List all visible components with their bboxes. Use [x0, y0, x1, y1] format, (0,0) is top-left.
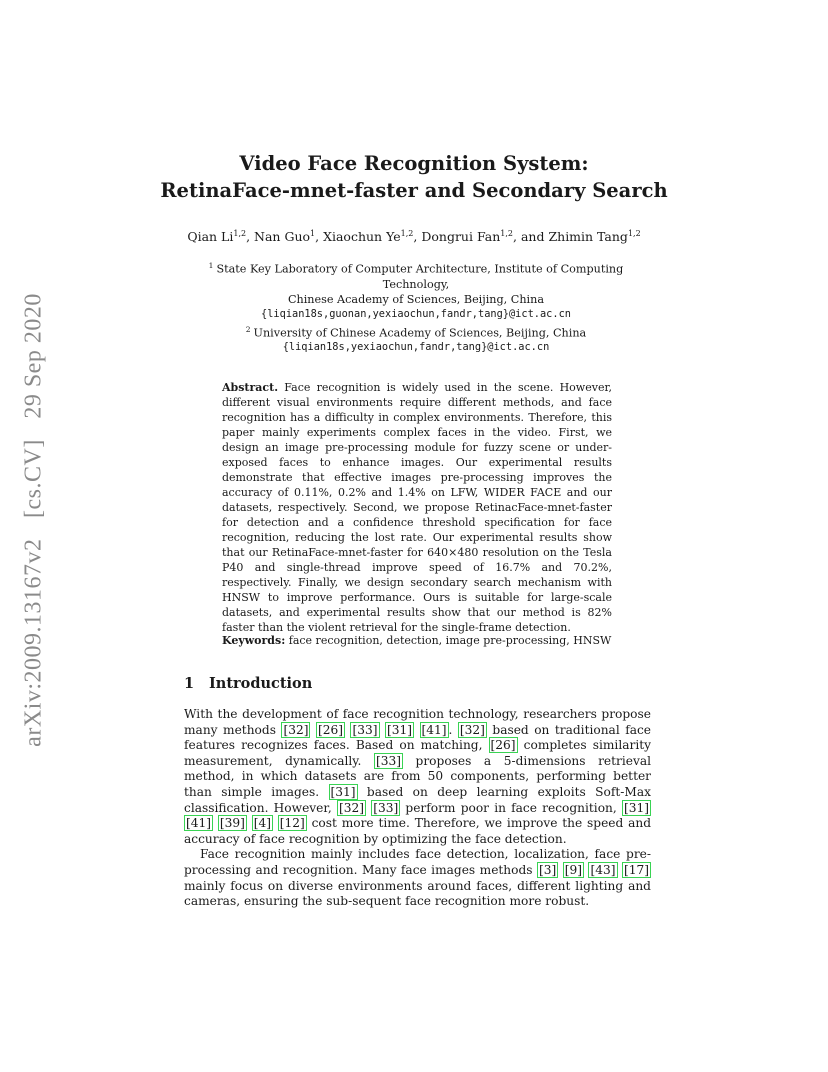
arxiv-date: 29 Sep 2020	[20, 293, 47, 419]
body-text-run: With the development of face recognition technology, researchers propose many methods	[184, 707, 651, 737]
citation-link[interactable]: [9]	[564, 862, 583, 877]
author-separator: ,	[315, 229, 324, 245]
abstract-label: Abstract.	[222, 381, 279, 394]
body-text-run	[247, 816, 252, 830]
citation-link[interactable]: [32]	[283, 722, 309, 737]
body-paragraph	[184, 847, 651, 909]
affiliation-2-marker: 2	[245, 324, 251, 334]
author-separator: , and	[513, 229, 549, 245]
affiliation-2-line-1: University of Chinese Academy of Sciences, Beijing, China	[253, 326, 587, 340]
affiliation-1-line-1: State Key Laboratory of Computer Architecture, Institute of Computing	[216, 262, 624, 276]
body-text-run: .	[448, 722, 458, 737]
citation-link[interactable]: [39]	[219, 816, 245, 831]
arxiv-id[interactable]: arXiv:2009.13167v2	[20, 538, 47, 747]
body-text-run: based on deep learning exploits Soft-Max classification. However,	[184, 784, 651, 815]
abstract-text: Face recognition is widely used in the scene. However, different visual environments require different methods, and face recognition has a difficulty in complex environments. Therefore, this paper mainly experiments complex faces in the video. First, we design an image pre-processing module for fuzzy scene or under-exposed faces to enhance images. Our experimental results demonstrate that effective images pre-processing improves the accuracy of 0.11%, 0.2% and 1.4% on LFW, WIDER FACE and our datasets, respectively. Second, we propose RetinacFace-mnet-faster for detection and a confidence threshold specification for face recognition, reducing the lost rate. Our experimental results show that our RetinaFace-mnet-faster for 640×480 resolution on the Tesla P40 and single-thread improve speed of 16.7% and 70.2%, respectively. Finally, we design secondary search mechanism with HNSW to improve performance. Ours is suitable for large-scale datasets, and experimental results show that our method is 82% faster than the violent retrieval for the single-frame detection.	[222, 381, 612, 634]
citation-link[interactable]: [12]	[279, 816, 305, 831]
introduction-body	[184, 707, 651, 910]
citation-link[interactable]: [32]	[338, 800, 364, 815]
citation-link[interactable]: [43]	[590, 862, 616, 877]
keywords-label: Keywords:	[222, 634, 286, 647]
citation-link[interactable]: [41]	[421, 722, 447, 737]
author-separator: ,	[246, 229, 255, 245]
body-text-run	[414, 723, 419, 737]
body-text-run: based on traditional face features recognizes faces. Based on matching,	[184, 722, 652, 753]
citation-link[interactable]: [17]	[623, 862, 650, 877]
section-number: 1	[184, 675, 195, 692]
affiliation-1-line-3: Chinese Academy of Sciences, Beijing, China	[287, 292, 545, 306]
body-text-run: cost more time. Therefore, we improve the speed and accuracy of face recognition by optimizing the face detection.	[184, 816, 652, 846]
citation-link[interactable]: [32]	[459, 722, 485, 737]
title-line-2: RetinaFace-mnet-faster and Secondary Search	[160, 179, 668, 202]
body-text-run: mainly focus on diverse environments around faces, different lighting and cameras, ensuring the sub-sequent face recognition more robust.	[184, 878, 651, 909]
body-text-run: completes similarity measurement, dynamically.	[184, 738, 651, 768]
affiliation-1-line-2: Technology,	[382, 277, 450, 291]
abstract	[222, 380, 612, 635]
arxiv-stamp	[21, 286, 48, 754]
affiliation-1-email[interactable]: {liqian18s,guonan,yexiaochun,fandr,tang}@ict.ac.cn	[261, 307, 571, 320]
author-affiliation-marker: 1,2	[233, 229, 247, 238]
body-paragraph	[184, 707, 651, 847]
author-separator: ,	[413, 229, 422, 245]
citation-link[interactable]: [31]	[330, 784, 356, 799]
author-name: Zhimin Tang	[548, 229, 628, 245]
author-affiliation-marker: 1,2	[500, 229, 514, 238]
citation-link[interactable]: [41]	[186, 816, 212, 831]
citation-link[interactable]: [33]	[373, 800, 399, 815]
paper-title	[0, 150, 828, 204]
author-affiliation-marker: 1,2	[627, 229, 641, 238]
affiliation-1-marker: 1	[208, 261, 214, 270]
affiliation-2-email[interactable]: {liqian18s,yexiaochun,fandr,tang}@ict.ac.cn	[282, 341, 550, 354]
body-text-run: perform poor in face recognition,	[400, 800, 622, 815]
author-name: Dongrui Fan	[421, 229, 501, 245]
author-name: Xiaochun Ye	[323, 229, 401, 245]
affiliation-2	[200, 322, 632, 341]
citation-link[interactable]: [31]	[386, 722, 413, 737]
author-list	[0, 229, 828, 244]
affiliation-1	[200, 258, 632, 277]
keywords	[222, 633, 612, 648]
body-text-run: proposes a 5-dimensions retrieval method, in which datasets are from 50 components, performing better than simple images.	[184, 753, 652, 799]
citation-link[interactable]: [4]	[253, 816, 271, 831]
author-affiliation-marker: 1	[310, 229, 316, 238]
title-line-1: Video Face Recognition System:	[239, 152, 589, 175]
section-title: Introduction	[209, 675, 313, 692]
body-text-run: Face recognition mainly includes face detection, localization, face pre-processing and recognition. Many face images methods	[184, 847, 651, 877]
section-heading	[184, 675, 312, 692]
author-name: Qian Li	[187, 229, 234, 245]
citation-link[interactable]: [33]	[352, 722, 378, 737]
arxiv-category: [cs.CV]	[20, 439, 47, 519]
author-name: Nan Guo	[254, 229, 311, 245]
author-affiliation-marker: 1,2	[400, 229, 414, 238]
citation-link[interactable]: [31]	[623, 800, 649, 815]
affiliations	[200, 258, 632, 355]
citation-link[interactable]: [33]	[375, 753, 401, 768]
citation-link[interactable]: [26]	[317, 722, 343, 737]
keywords-text: face recognition, detection, image pre-processing, HNSW	[288, 634, 612, 647]
citation-link[interactable]: [26]	[490, 738, 516, 753]
citation-link[interactable]: [3]	[539, 862, 557, 877]
